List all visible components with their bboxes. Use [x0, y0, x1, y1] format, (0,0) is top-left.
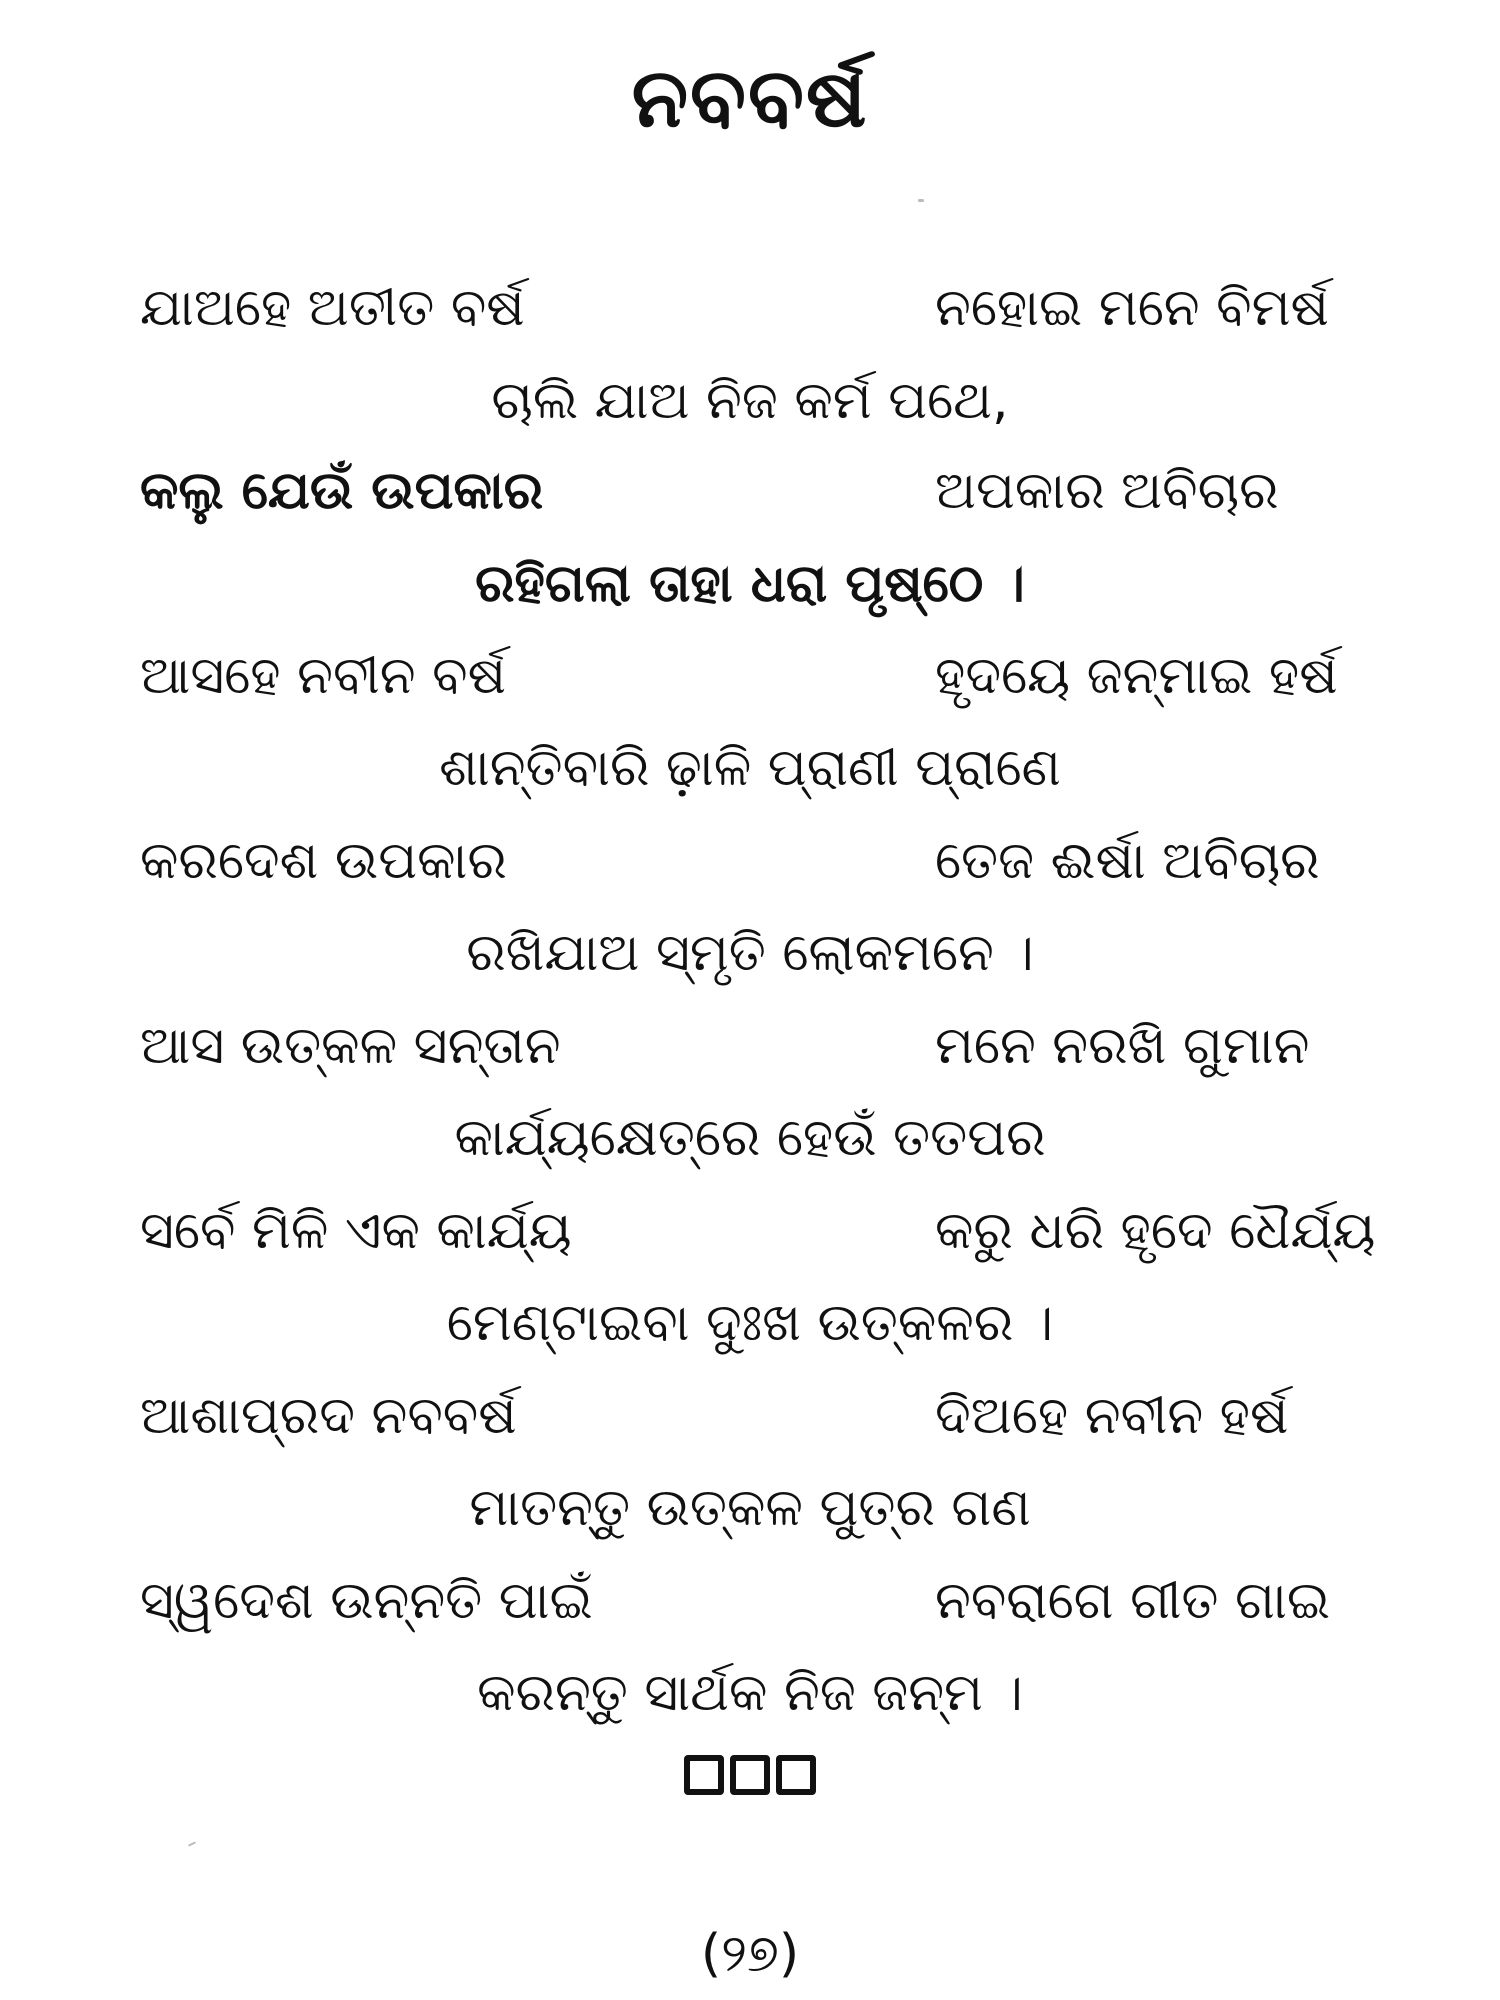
ornament-box [776, 1755, 816, 1795]
stanza-1-right-line: ନହୋଇ ମନେ ବିମର୍ଷ [935, 278, 1329, 338]
ornament-box [730, 1755, 770, 1795]
page-number: (୨୭) [700, 1924, 800, 1984]
stanza-5-center-line: କାର୍ଯ୍ୟକ୍ଷେତ୍ରେ ହେଉଁ ତତପର [454, 1108, 1046, 1168]
stanza-6-left-line: ସର୍ବେ ମିଳି ଏକ କାର୍ଯ୍ୟ [140, 1201, 572, 1261]
stanza-3-right-line: ହୃଦୟେ ଜନ୍ମାଇ ହର୍ଷ [935, 646, 1338, 706]
stanza-4-center-line: ରଖିଯାଅ ସ୍ମୃତି ଲୋକମନେ । [466, 923, 1034, 983]
poem-title: ନବବର୍ଷ [631, 51, 869, 146]
stanza-8-center-line: କରନ୍ତୁ ସାର୍ଥକ ନିଜ ଜନ୍ମ । [477, 1663, 1023, 1723]
stanza-5-right-line: ମନେ ନରଖି ଗୁମାନ [935, 1016, 1310, 1076]
ornament-box [684, 1755, 724, 1795]
stanza-5-left-line: ଆସ ଉତ୍କଳ ସନ୍ତାନ [140, 1016, 561, 1076]
stanza-4-right-line: ତେଜ ଈର୍ଷା ଅବିଚାର [935, 831, 1320, 891]
stanza-8-left-line: ସ୍ୱଦେଶ ଉନ୍ନତି ପାଇଁ [140, 1571, 593, 1631]
stanza-7-right-line: ଦିଅହେ ନବୀନ ହର୍ଷ [935, 1386, 1289, 1446]
stanza-7-center-line: ମାତନ୍ତୁ ଉତ୍କଳ ପୁତ୍ର ଗଣ [469, 1478, 1031, 1538]
stanza-2-right-line: ଅପକାର ଅବିଚାର [935, 461, 1279, 521]
stanza-2-center-line: ରହିଗଲା ତାହା ଧରା ପୃଷ୍ଠେ । [475, 554, 1025, 614]
end-of-poem-ornament [0, 1755, 1500, 1795]
scan-speck [188, 1841, 196, 1846]
stanza-1-left-line: ଯାଅହେ ଅତୀତ ବର୍ଷ [140, 278, 525, 338]
stanza-6-right-line: କରୁ ଧରି ହୃଦେ ଧୈର୍ଯ୍ୟ [935, 1201, 1376, 1261]
stanza-4-left-line: କରଦେଶ ଉପକାର [140, 831, 507, 891]
stanza-1-center-line: ଚାଲି ଯାଅ ନିଜ କର୍ମ ପଥେ, [491, 371, 1009, 431]
stanza-7-left-line: ଆଶାପ୍ରଦ ନବବର୍ଷ [140, 1386, 517, 1446]
stanza-2-left-line: କଲୁ ଯେଉଁ ଉପକାର [140, 461, 544, 521]
stanza-3-left-line: ଆସହେ ନବୀନ ବର୍ଷ [140, 646, 506, 706]
stanza-8-right-line: ନବରାଗେ ଗୀତ ଗାଇ [935, 1571, 1331, 1631]
stanza-3-center-line: ଶାନ୍ତିବାରି ଢ଼ାଳି ପ୍ରାଣୀ ପ୍ରାଣେ [439, 738, 1061, 798]
stanza-6-center-line: ମେଣ୍ଟାଇବା ଦୁଃଖ ଉତ୍କଳର । [446, 1293, 1054, 1353]
scan-speck [918, 199, 924, 202]
